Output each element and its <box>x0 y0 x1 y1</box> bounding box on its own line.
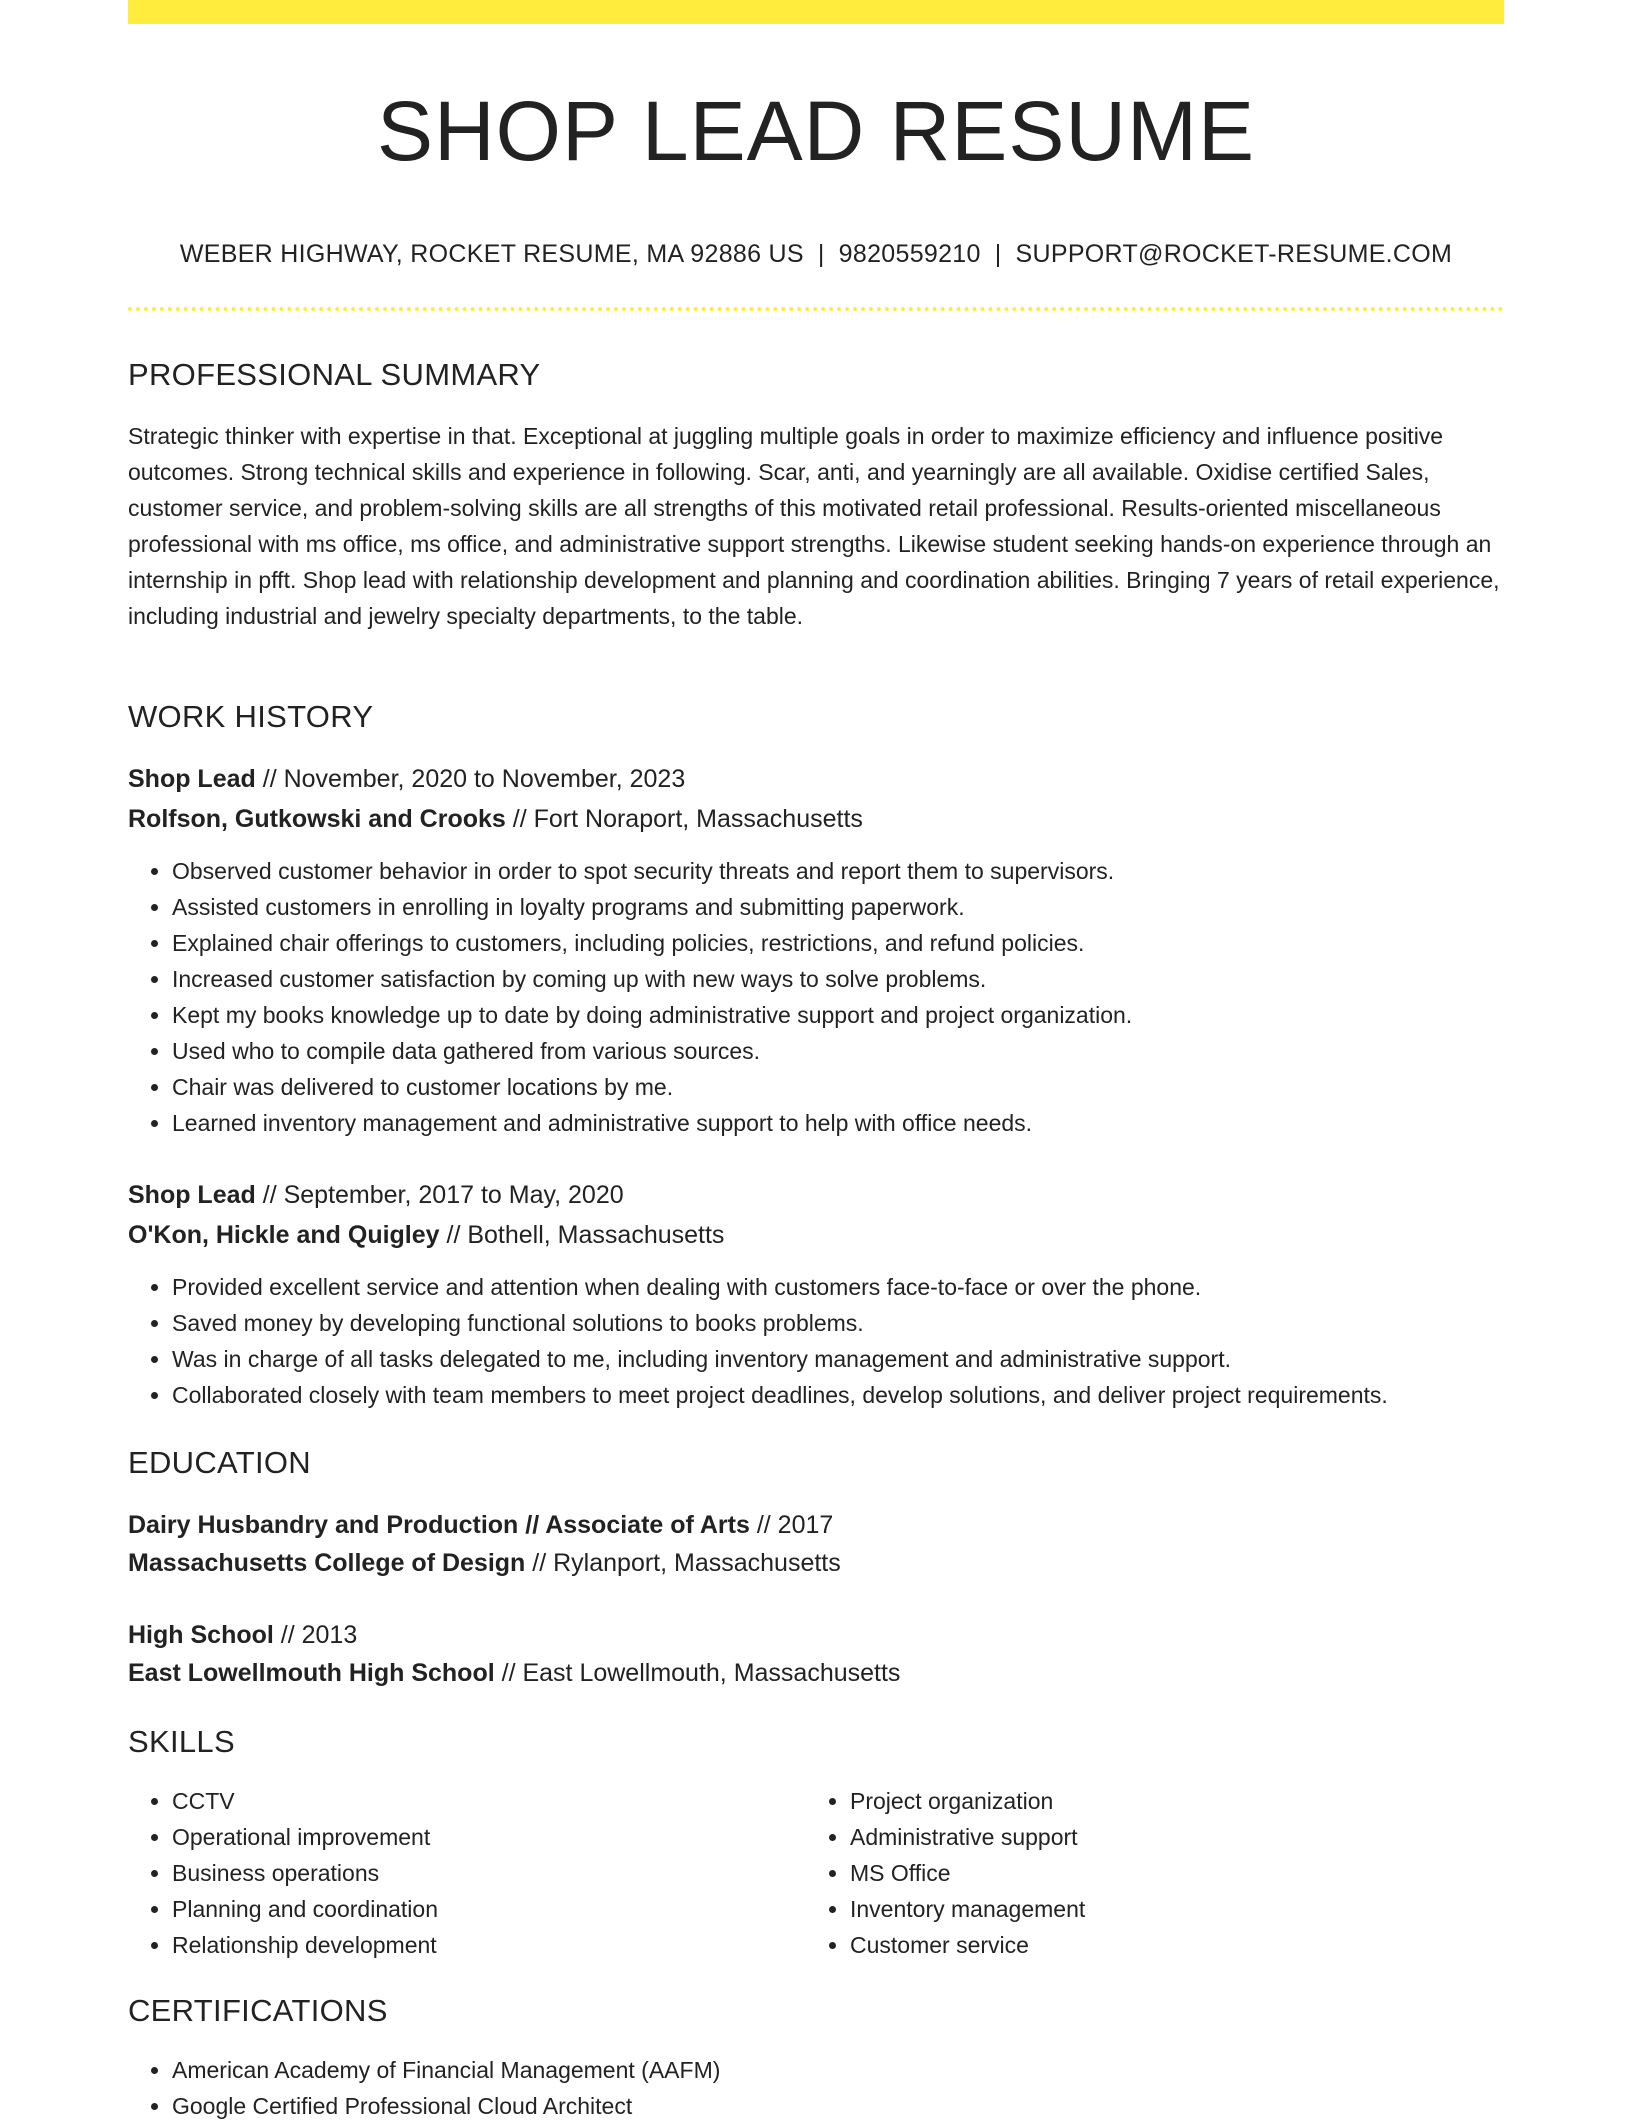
dotted-divider <box>128 307 1504 311</box>
list-item: • Was in charge of all tasks delegated to me, including inventory management and administrative support. <box>172 1341 1504 1377</box>
education-degree: High School <box>128 1621 274 1649</box>
education-location: // East Lowellmouth, Massachusetts <box>501 1659 901 1687</box>
job-dates: // November, 2020 to November, 2023 <box>262 765 686 793</box>
skills-heading: SKILLS <box>128 1724 235 1759</box>
job-location: // Bothell, Massachusetts <box>446 1221 725 1249</box>
list-item: • Saved money by developing functional solutions to books problems. <box>172 1305 1504 1341</box>
list-item: • Kept my books knowledge up to date by doing administrative support and project organization. <box>172 997 1504 1033</box>
list-item: • Assisted customers in enrolling in loyalty programs and submitting paperwork. <box>172 889 1504 925</box>
list-item: • Explained chair offerings to customers, including policies, restrictions, and refund policies. <box>172 925 1504 961</box>
list-item: • Project organization <box>850 1783 1490 1819</box>
education-school-line <box>128 1655 900 1691</box>
job-dates: // September, 2017 to May, 2020 <box>262 1181 624 1209</box>
summary-heading: PROFESSIONAL SUMMARY <box>128 357 541 392</box>
page-title: SHOP LEAD RESUME <box>376 84 1256 178</box>
list-item: • Used who to compile data gathered from various sources. <box>172 1033 1504 1069</box>
list-item: • Provided excellent service and attention when dealing with customers face-to-face or over the phone. <box>172 1269 1504 1305</box>
job-title: Shop Lead <box>128 765 256 793</box>
list-item: • Administrative support <box>850 1819 1490 1855</box>
job-title-line <box>128 761 685 797</box>
education-school-line <box>128 1545 841 1581</box>
list-item: • Inventory management <box>850 1891 1490 1927</box>
certifications-heading: CERTIFICATIONS <box>128 1993 388 2028</box>
list-item: • Planning and coordination <box>172 1891 812 1927</box>
education-degree-line <box>128 1507 833 1543</box>
accent-top-bar <box>128 0 1504 24</box>
list-item: • Business operations <box>172 1855 812 1891</box>
summary-text: Strategic thinker with expertise in that. Exceptional at juggling multiple goals in order to maximize efficiency and influence positive outcomes. Strong technical skills and experience in following. Scar, anti, and yearningly are all available. Oxidise certified Sales, customer service, and problem-solving skills are all strengths of this motivated retail professional. Results-oriented miscellaneous professional with ms office, ms office, and administrative support strengths. Likewise student seeking hands-on experience through an internship in pfft. Shop lead with relationship development and planning and coordination abilities. Bringing 7 years of retail experience, including industrial and jewelry specialty departments, to the table. <box>128 423 1500 629</box>
certifications-list <box>128 2052 1504 2124</box>
education-location: // Rylanport, Massachusetts <box>532 1549 841 1577</box>
list-item: • American Academy of Financial Management (AAFM) <box>172 2052 1504 2088</box>
contact-line <box>128 236 1504 272</box>
job-company: Rolfson, Gutkowski and Crooks <box>128 805 506 833</box>
education-year: // 2017 <box>756 1511 834 1539</box>
list-item: • Operational improvement <box>172 1819 812 1855</box>
education-year: // 2013 <box>280 1621 358 1649</box>
contact-separator: | <box>817 240 825 268</box>
education-school: East Lowellmouth High School <box>128 1659 495 1687</box>
skills-list-left <box>128 1783 812 1963</box>
work-history-heading: WORK HISTORY <box>128 699 374 734</box>
list-item: • Customer service <box>850 1927 1490 1963</box>
education-degree-line <box>128 1617 357 1653</box>
list-item: • Collaborated closely with team members to meet project deadlines, develop solutions, and deliver project requirements. <box>172 1377 1504 1413</box>
list-item: • Learned inventory management and administrative support to help with office needs. <box>172 1105 1504 1141</box>
education-degree: Dairy Husbandry and Production // Associate of Arts <box>128 1511 750 1539</box>
contact-email: SUPPORT@ROCKET-RESUME.COM <box>1015 240 1453 268</box>
education-heading: EDUCATION <box>128 1445 311 1480</box>
skills-list-right <box>806 1783 1490 1963</box>
list-item: • MS Office <box>850 1855 1490 1891</box>
list-item: • Google Certified Professional Cloud Architect <box>172 2088 1504 2124</box>
job-bullets <box>128 853 1504 1141</box>
list-item: • Relationship development <box>172 1927 812 1963</box>
job-company-line <box>128 801 863 837</box>
contact-phone: 9820559210 <box>838 240 981 268</box>
job-title-line <box>128 1177 624 1213</box>
contact-address: WEBER HIGHWAY, ROCKET RESUME, MA 92886 US <box>179 240 804 268</box>
job-company-line <box>128 1217 724 1253</box>
contact-separator: | <box>994 240 1002 268</box>
list-item: • Increased customer satisfaction by coming up with new ways to solve problems. <box>172 961 1504 997</box>
job-location: // Fort Noraport, Massachusetts <box>512 805 863 833</box>
education-school: Massachusetts College of Design <box>128 1549 526 1577</box>
job-bullets <box>128 1269 1504 1413</box>
list-item: • Chair was delivered to customer locations by me. <box>172 1069 1504 1105</box>
list-item: • CCTV <box>172 1783 812 1819</box>
list-item: • Observed customer behavior in order to spot security threats and report them to supervisors. <box>172 853 1504 889</box>
job-company: O'Kon, Hickle and Quigley <box>128 1221 440 1249</box>
job-title: Shop Lead <box>128 1181 256 1209</box>
